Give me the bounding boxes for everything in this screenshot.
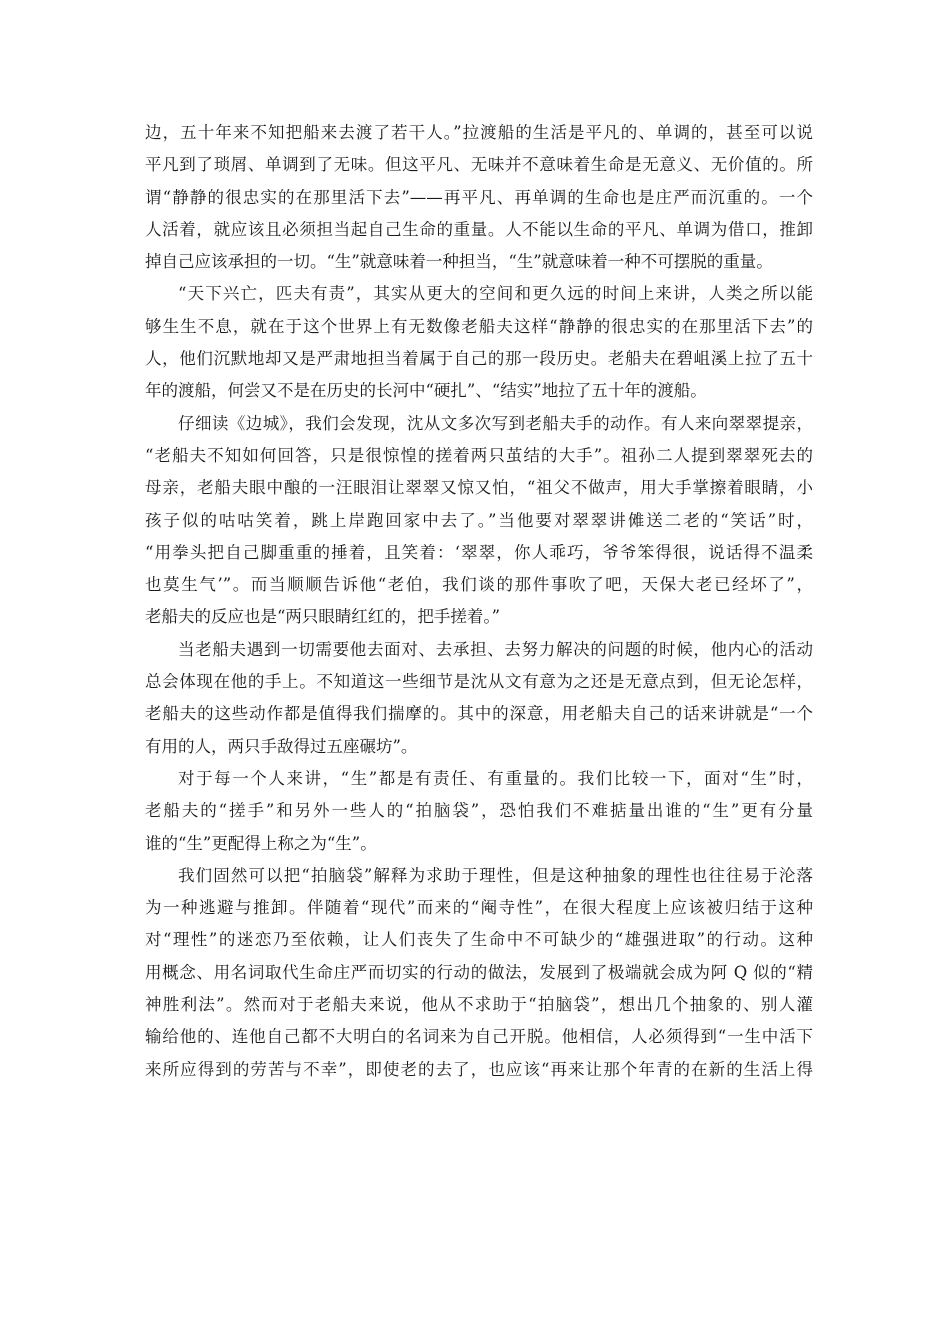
paragraph-first-line: 我们固然可以把“拍脑袋”解释为求助于理性，但是这种抽象的理性也往往易于沦落 [178,865,813,885]
text-line: 神胜利法”。然而对于老船夫来说，他从不求助于“拍脑袋”，想出几个抽象的、别人灌 [145,995,813,1015]
text-line: 老船夫的“搓手”和另外一些人的“拍脑袋”，恐怕我们不难掂量出谁的“生”更有分量 [145,801,813,821]
text-line: 谁的“生”更配得上称之为“生”。 [145,833,377,853]
text-line: 有用的人，两只手敌得过五座碾坊”。 [145,736,418,756]
text-line: 孩子似的咕咕笑着，跳上岸跑回家中去了。”当他要对翠翠讲傩送二老的“笑话”时， [145,510,813,530]
text-line: 老船夫的反应也是“两只眼睛红红的，把手搓着。” [145,607,501,627]
paragraph-first-line: 当老船夫遇到一切需要他去面对、去承担、去努力解决的问题的时候，他内心的活动 [178,639,813,659]
text-line: 边，五十年来不知把船来去渡了若干人。”拉渡船的生活是平凡的、单调的，甚至可以说 [145,123,813,142]
text-line: 来所应得到的劳苦与不幸”，即使老的去了，也应该“再来让那个年青的在新的生活上得 [145,1059,813,1079]
text-line: 谓“静静的很忠实的在那里活下去”——再平凡、再单调的生命也是庄严而沉重的。一个 [145,187,813,207]
text-line: 人活着，就应该且必须担当起自己生命的重量。人不能以生命的平凡、单调为借口，推卸 [145,219,813,239]
text-line: “老船夫不知如何回答，只是很惊惶的搓着两只茧结的大手”。祖孙二人提到翠翠死去的 [145,445,813,465]
text-line: 对“理性”的迷恋乃至依赖，让人们丧失了生命中不可缺少的“雄强进取”的行动。这种 [145,930,813,950]
text-line: 平凡到了琐屑、单调到了无味。但这平凡、无味并不意味着生命是无意义、无价值的。所 [145,155,813,175]
text-line: 总会体现在他的手上。不知道这一些细节是沈从文有意为之还是无意点到，但无论怎样， [145,672,813,692]
text-line: “用拳头把自己脚重重的捶着，且笑着：‘翠翠，你人乖巧，爷爷笨得很，说话得不温柔 [145,542,813,562]
text-line: 老船夫的这些动作都是值得我们揣摩的。其中的深意，用老船夫自己的话来讲就是“一个 [145,704,813,724]
text-line: 年的渡船，何尝又不是在历史的长河中“硬扎”、“结实”地拉了五十年的渡船。 [145,381,707,401]
text-line: 也莫生气’”。而当顺顺告诉他“老伯，我们谈的那件事吹了吧，天保大老已经坏了”， [145,575,813,595]
paragraph-first-line: 对于每一个人来讲，“生”都是有责任、有重量的。我们比较一下，面对“生”时， [178,768,813,788]
text-line: 为一种逃避与推卸。伴随着“现代”而来的“阉寺性”，在很大程度上应该被归结于这种 [145,898,813,918]
text-line: 用概念、用名词取代生命庄严而切实的行动的做法，发展到了极端就会成为阿 Q 似的“精 [145,962,813,982]
article-body [145,117,813,1086]
text-line: 输给他的、连他自己都不大明白的名词来为自己开脱。他相信，人必须得到“一生中活下 [145,1027,813,1047]
text-line: 够生生不息，就在于这个世界上有无数像老船夫这样“静静的很忠实的在那里活下去”的 [145,316,813,336]
text-line: 人，他们沉默地却又是严肃地担当着属于自己的那一段历史。老船夫在碧岨溪上拉了五十 [145,349,813,369]
paragraph-first-line: 仔细读《边城》，我们会发现，沈从文多次写到老船夫手的动作。有人来向翠翠提亲， [178,413,813,433]
paragraph-first-line: “天下兴亡，匹夫有责”，其实从更大的空间和更久远的时间上来讲，人类之所以能 [178,284,813,304]
text-line: 掉自己应该承担的一切。“生”就意味着一种担当，“生”就意味着一种不可摆脱的重量。 [145,252,773,272]
text-line: 母亲，老船夫眼中酿的一汪眼泪让翠翠又惊又怕，“祖父不做声，用大手掌擦着眼睛，小 [145,478,813,498]
